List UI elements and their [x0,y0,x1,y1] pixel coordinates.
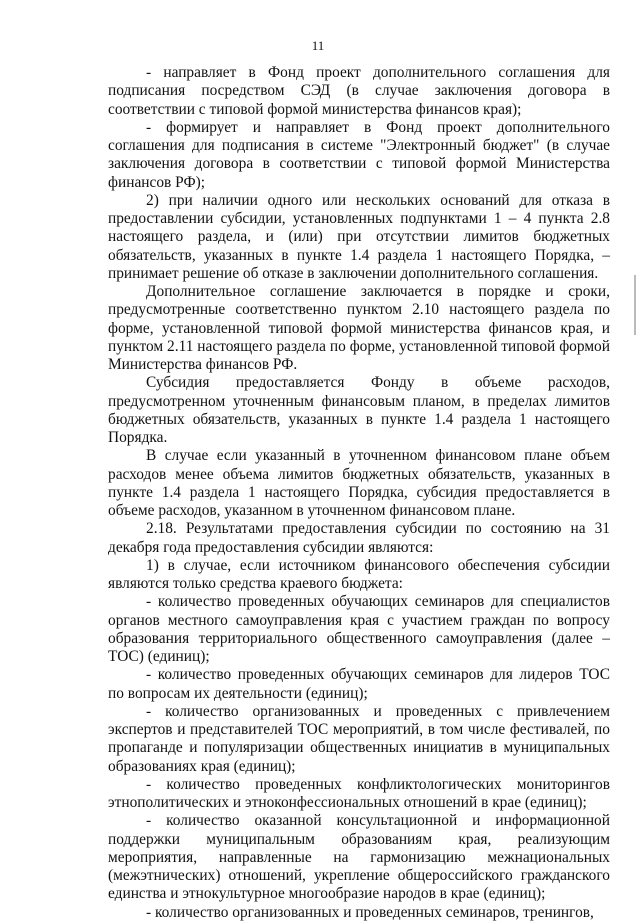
paragraph: - количество проведенных обучающих семинаров для лидеров ТОС по вопросам их деятельности (единиц); [108,666,610,702]
paragraph: - количество оказанной консультационной и информационной поддержки муниципальным образованиям края, реализующим мероприятия, направленные на гармонизацию межнациональных (межэтнических) отношений, укрепление общероссийского гражданского единства и этнокультурное многообразие народов в крае (единиц); [108,812,610,903]
paragraph: - направляет в Фонд проект дополнительного соглашения для подписания посредством СЭД (в случае заключения договора в соответствии с типовой формой министерства финансов края); [108,64,610,118]
paragraph: Субсидия предоставляется Фонду в объеме расходов, предусмотренном уточненным финансовым планом, в пределах лимитов бюджетных обязательств, указанных в пункте 1.4 раздела 1 настоящего Порядка. [108,374,610,446]
paragraph: 1) в случае, если источником финансового обеспечения субсидии являются только средства краевого бюджета: [108,556,610,592]
paragraph: 2.18. Результатами предоставления субсидии по состоянию на 31 декабря года предоставления субсидии являются: [108,520,610,556]
paragraph: - количество проведенных конфликтологических мониторингов этнополитических и этноконфессиональных отношений в крае (единиц); [108,775,610,811]
paragraph: - количество организованных и проведенных семинаров, тренингов, [146,903,594,921]
paragraph: Дополнительное соглашение заключается в порядке и сроки, предусмотренные соответственно пунктом 2.10 настоящего раздела по форме, установленной типовой формой министерства финансов края, и пунктом 2.11 настоящего раздела по форме, установленной типовой формой Министерства финансов РФ. [108,283,610,373]
paragraph: 2) при наличии одного или нескольких оснований для отказа в предоставлении субсидии, установленных подпунктами 1 – 4 пункта 2.8 настоящего раздела, и (или) при отсутствии лимитов бюджетных обязательств, указанных в пункте 1.4 раздела 1 настоящего Порядка, – принимает решение об отказе в заключении дополнительного соглашения. [108,191,610,282]
page-number: 11 [311,38,325,53]
paragraph: - количество организованных и проведенных с привлечением экспертов и представителей ТОС мероприятий, в том числе фестивалей, по пропаганде и популяризации общественных инициатив в муниципальных образованиях края (единиц); [108,702,610,775]
paragraph: В случае если указанный в уточненном финансовом плане объем расходов менее объема лимитов бюджетных обязательств, указанных в пункте 1.4 раздела 1 настоящего Порядка, субсидия предоставляется в объеме расходов, указанном в уточненном финансовом плане. [108,447,610,519]
document-body [108,64,610,922]
paragraph: - формирует и направляет в Фонд проект дополнительного соглашения для подписания в системе "Электронный бюджет" (в случае заключения договора в соответствии с типовой формой Министерства финансов РФ); [108,118,610,191]
paragraph: - количество проведенных обучающих семинаров для специалистов органов местного самоуправления края с участием граждан по вопросу образования территориального общественного самоуправления (далее – ТОС) (единиц); [108,593,610,665]
